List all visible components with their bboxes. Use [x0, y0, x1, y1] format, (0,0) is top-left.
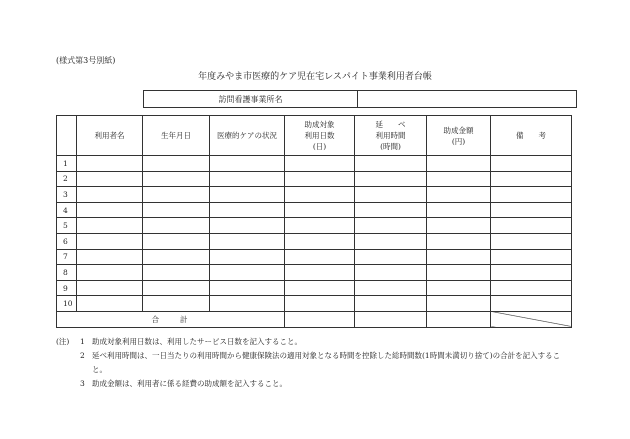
column-header-line: (時間) — [380, 142, 401, 151]
office-name-value[interactable] — [358, 91, 576, 107]
row-number: 6 — [57, 233, 77, 249]
column-header-line: 医療的ケアの状況 — [217, 131, 277, 140]
table-cell[interactable] — [77, 249, 143, 265]
column-header — [77, 116, 143, 156]
note-text: 助成対象利用日数は、利用したサービス日数を記入すること。 — [92, 337, 302, 346]
table-cell[interactable] — [355, 296, 427, 312]
total-hours-cell[interactable] — [355, 311, 427, 327]
total-label: 合 計 — [57, 311, 285, 327]
table-cell[interactable] — [77, 202, 143, 218]
form-code: (様式第3号別紙) — [56, 56, 116, 65]
header-row — [57, 116, 572, 156]
table-cell[interactable] — [491, 218, 572, 234]
table-cell[interactable] — [77, 156, 143, 172]
table-cell[interactable] — [427, 187, 491, 203]
table-cell[interactable] — [355, 187, 427, 203]
column-header — [427, 116, 491, 156]
total-days-cell[interactable] — [285, 311, 355, 327]
note-number: 1 — [80, 337, 85, 346]
table-cell[interactable] — [285, 280, 355, 296]
total-remarks-diagonal — [491, 311, 572, 327]
table-cell[interactable] — [427, 171, 491, 187]
table-cell[interactable] — [491, 171, 572, 187]
table-cell[interactable] — [285, 156, 355, 172]
note-number: 3 — [80, 379, 85, 388]
table-cell[interactable] — [491, 233, 572, 249]
table-cell[interactable] — [143, 202, 210, 218]
note-item — [56, 335, 572, 349]
table-cell[interactable] — [285, 218, 355, 234]
note-number: 2 — [80, 351, 85, 360]
column-header-line: 利用日数 — [304, 131, 335, 140]
table-row — [57, 218, 572, 234]
column-header-line: 助成対象 — [304, 120, 335, 129]
total-amount-cell[interactable] — [427, 311, 491, 327]
column-header-line: (円) — [451, 136, 466, 146]
table-cell[interactable] — [77, 233, 143, 249]
table-cell[interactable] — [427, 296, 491, 312]
notes-section — [56, 335, 572, 391]
table-cell[interactable] — [427, 233, 491, 249]
table-cell[interactable] — [210, 171, 285, 187]
notes-prefix: (注) — [56, 337, 70, 346]
document-title: 年度みやま市医療的ケア児在宅レスパイト事業利用者台帳 — [198, 72, 432, 82]
column-header — [57, 116, 77, 156]
table-cell[interactable] — [77, 171, 143, 187]
column-header — [491, 116, 572, 156]
column-header — [355, 116, 427, 156]
table-cell[interactable] — [355, 265, 427, 281]
table-cell[interactable] — [491, 280, 572, 296]
column-header-line: 備 考 — [516, 131, 546, 140]
table-row — [57, 265, 572, 281]
table-cell[interactable] — [491, 296, 572, 312]
table-cell[interactable] — [210, 265, 285, 281]
column-header-line: 利用者名 — [94, 131, 125, 140]
table-cell[interactable] — [77, 296, 143, 312]
table-cell[interactable] — [355, 202, 427, 218]
table-cell[interactable] — [210, 296, 285, 312]
table-cell[interactable] — [491, 187, 572, 203]
table-cell[interactable] — [491, 265, 572, 281]
table-cell[interactable] — [355, 218, 427, 234]
table-row — [57, 296, 572, 312]
row-number: 5 — [57, 218, 77, 234]
column-header — [285, 116, 355, 156]
table-cell[interactable] — [285, 171, 355, 187]
table-cell[interactable] — [427, 265, 491, 281]
note-text: 助成金額は、利用者に係る経費の助成額を記入すること。 — [92, 379, 287, 388]
table-cell[interactable] — [285, 202, 355, 218]
row-number: 7 — [57, 249, 77, 265]
table-row — [57, 233, 572, 249]
column-header-line: (日) — [312, 142, 327, 151]
column-header-line: 生年月日 — [161, 131, 191, 140]
table-cell[interactable] — [143, 296, 210, 312]
table-cell[interactable] — [427, 156, 491, 172]
table-cell[interactable] — [491, 249, 572, 265]
table-cell[interactable] — [285, 233, 355, 249]
table-row — [57, 171, 572, 187]
column-header — [143, 116, 210, 156]
table-cell[interactable] — [210, 280, 285, 296]
table-cell[interactable] — [427, 218, 491, 234]
table-cell[interactable] — [427, 249, 491, 265]
note-item — [56, 349, 572, 377]
table-cell[interactable] — [210, 218, 285, 234]
note-text: 延べ利用時間は、一日当たりの利用時間から健康保険法の適用対象となる時間を控除した総時間数(1時間未満切り捨て)の合計を記入すること。 — [92, 351, 561, 374]
table-cell[interactable] — [77, 218, 143, 234]
note-item — [56, 377, 572, 391]
table-row — [57, 249, 572, 265]
total-row — [57, 311, 572, 327]
table-cell[interactable] — [285, 296, 355, 312]
office-name-label: 訪問看護事業所名 — [144, 91, 358, 107]
row-number: 8 — [57, 265, 77, 281]
table-row — [57, 156, 572, 172]
table-cell[interactable] — [285, 249, 355, 265]
table-cell[interactable] — [210, 187, 285, 203]
table-cell[interactable] — [355, 171, 427, 187]
table-cell[interactable] — [143, 218, 210, 234]
table-cell[interactable] — [285, 265, 355, 281]
row-number: 9 — [57, 280, 77, 296]
table-cell[interactable] — [143, 156, 210, 172]
table-cell[interactable] — [77, 265, 143, 281]
row-number: 2 — [57, 171, 77, 187]
office-name-field — [143, 90, 577, 108]
table-cell[interactable] — [143, 280, 210, 296]
table-cell[interactable] — [143, 265, 210, 281]
table-cell[interactable] — [491, 156, 572, 172]
table-row — [57, 202, 572, 218]
table-cell[interactable] — [210, 249, 285, 265]
table-cell[interactable] — [210, 233, 285, 249]
table-row — [57, 280, 572, 296]
column-header-line: 助成金額 — [443, 125, 474, 135]
table-cell[interactable] — [427, 280, 491, 296]
column-header-line: 延 べ — [375, 120, 406, 129]
row-number: 10 — [57, 296, 77, 312]
column-header — [210, 116, 285, 156]
table-cell[interactable] — [210, 202, 285, 218]
table-cell[interactable] — [210, 156, 285, 172]
row-number: 4 — [57, 202, 77, 218]
table-cell[interactable] — [285, 187, 355, 203]
table-cell[interactable] — [77, 280, 143, 296]
table-cell[interactable] — [427, 202, 491, 218]
table-cell[interactable] — [143, 249, 210, 265]
user-ledger-table — [56, 115, 572, 328]
table-cell[interactable] — [143, 233, 210, 249]
table-cell[interactable] — [491, 202, 572, 218]
table-cell[interactable] — [355, 233, 427, 249]
table-cell[interactable] — [355, 156, 427, 172]
table-cell[interactable] — [77, 187, 143, 203]
row-number: 3 — [57, 187, 77, 203]
table-cell[interactable] — [355, 249, 427, 265]
row-number: 1 — [57, 156, 77, 172]
table-cell[interactable] — [355, 280, 427, 296]
column-header-line: 利用時間 — [375, 131, 406, 140]
table-cell[interactable] — [143, 187, 210, 203]
table-cell[interactable] — [143, 171, 210, 187]
table-row — [57, 187, 572, 203]
